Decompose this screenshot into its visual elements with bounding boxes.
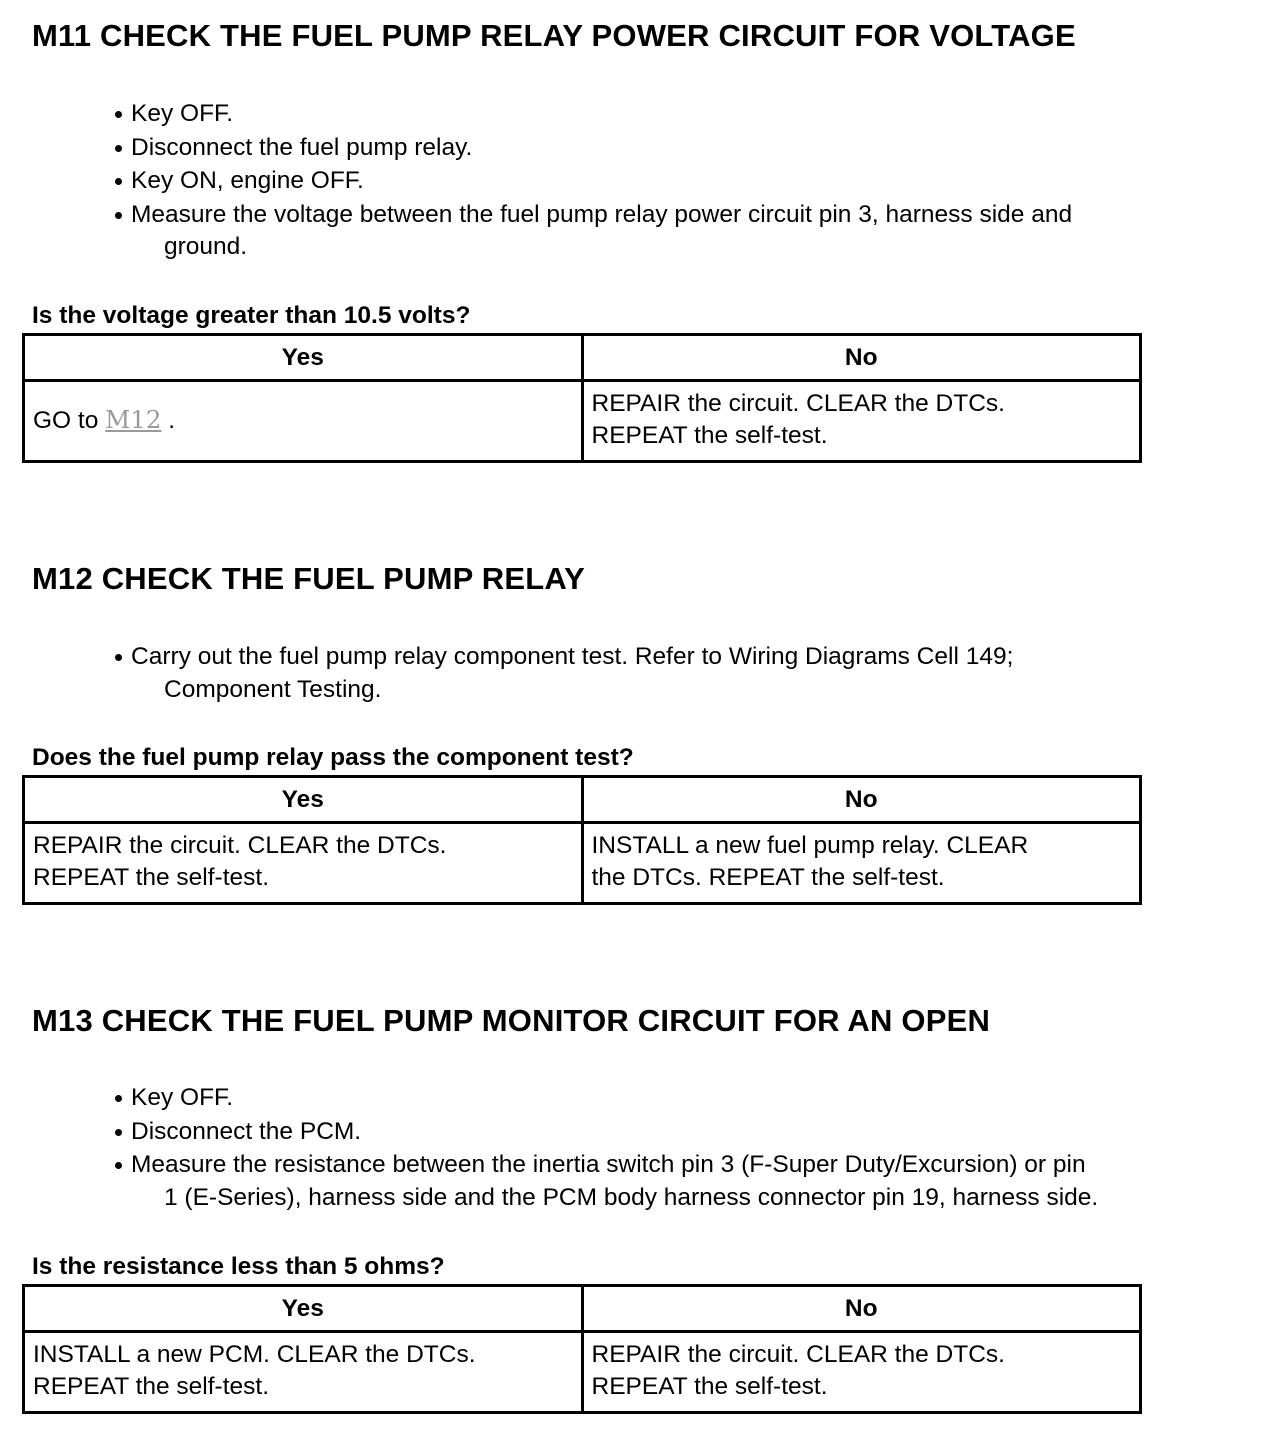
bullet-icon — [115, 178, 122, 185]
m12-header-row — [24, 777, 1141, 823]
m11-col-no: No — [582, 335, 1141, 381]
m11-no-cell: REPAIR the circuit. CLEAR the DTCs. REPEAT the self-test. — [582, 381, 1141, 462]
bullet-icon — [115, 654, 122, 661]
m12-answer-row — [24, 823, 1141, 904]
bullet-icon — [115, 1095, 122, 1102]
m13-step-3-continued: 1 (E-Series), harness side and the PCM body harness connector pin 19, harness side. — [164, 1183, 1099, 1211]
bullet-icon — [115, 212, 122, 219]
m13-yes-cell: INSTALL a new PCM. CLEAR the DTCs. REPEAT the self-test. — [24, 1332, 583, 1413]
m13-step-1: Key OFF. — [113, 1081, 1253, 1115]
m11-step-1: Key OFF. — [113, 97, 1253, 131]
m13-answer-row — [24, 1332, 1141, 1413]
bullet-icon — [115, 1162, 122, 1169]
bullet-icon — [115, 1129, 122, 1136]
m13-col-yes: Yes — [24, 1286, 583, 1332]
m11-step-4: Measure the voltage between the fuel pump relay power circuit pin 3, harness side and ground. — [113, 198, 1253, 264]
m12-col-yes: Yes — [24, 777, 583, 823]
m13-step-2: Disconnect the PCM. — [113, 1115, 1253, 1149]
goto-m12-link[interactable]: M12 — [105, 404, 162, 434]
m11-header-row — [24, 335, 1141, 381]
m11-heading: M11 CHECK THE FUEL PUMP RELAY POWER CIRCUIT FOR VOLTAGE — [32, 18, 1076, 53]
bullet-icon — [115, 145, 122, 152]
m12-result-table — [22, 775, 1142, 905]
m12-col-no: No — [582, 777, 1141, 823]
m12-no-cell: INSTALL a new fuel pump relay. CLEAR the DTCs. REPEAT the self-test. — [582, 823, 1141, 904]
m13-col-no: No — [582, 1286, 1141, 1332]
m12-question: Does the fuel pump relay pass the component test? — [32, 744, 634, 771]
m11-step-4-continued: ground. — [164, 233, 248, 260]
m11-step-list — [113, 97, 1253, 263]
m13-step-3: Measure the resistance between the inertia switch pin 3 (F-Super Duty/Excursion) or pin 1 (E-Series), harness side and the PCM body harness connector pin 19, harness side. — [113, 1148, 1253, 1214]
m11-answer-row — [24, 381, 1141, 462]
m13-result-table — [22, 1284, 1142, 1414]
m11-step-2: Disconnect the fuel pump relay. — [113, 131, 1253, 165]
m12-step-1-continued: Component Testing. — [164, 675, 382, 703]
m12-heading: M12 CHECK THE FUEL PUMP RELAY — [32, 561, 585, 596]
m11-question: Is the voltage greater than 10.5 volts? — [32, 302, 471, 329]
m13-heading: M13 CHECK THE FUEL PUMP MONITOR CIRCUIT FOR AN OPEN — [32, 1003, 991, 1038]
m12-step-list — [113, 640, 1253, 706]
m13-step-list — [113, 1081, 1253, 1214]
m12-step-1: Carry out the fuel pump relay component test. Refer to Wiring Diagrams Cell 149; Component Testing. — [113, 640, 1253, 706]
m11-step-3: Key ON, engine OFF. — [113, 164, 1253, 198]
m11-result-table — [22, 333, 1142, 463]
m13-header-row — [24, 1286, 1141, 1332]
m12-yes-cell: REPAIR the circuit. CLEAR the DTCs. REPEAT the self-test. — [24, 823, 583, 904]
m11-col-yes: Yes — [24, 335, 583, 381]
m11-yes-cell: GO to M12 . — [24, 381, 583, 462]
m13-question: Is the resistance less than 5 ohms? — [32, 1253, 445, 1280]
m13-no-cell: REPAIR the circuit. CLEAR the DTCs. REPEAT the self-test. — [582, 1332, 1141, 1413]
bullet-icon — [115, 111, 122, 118]
